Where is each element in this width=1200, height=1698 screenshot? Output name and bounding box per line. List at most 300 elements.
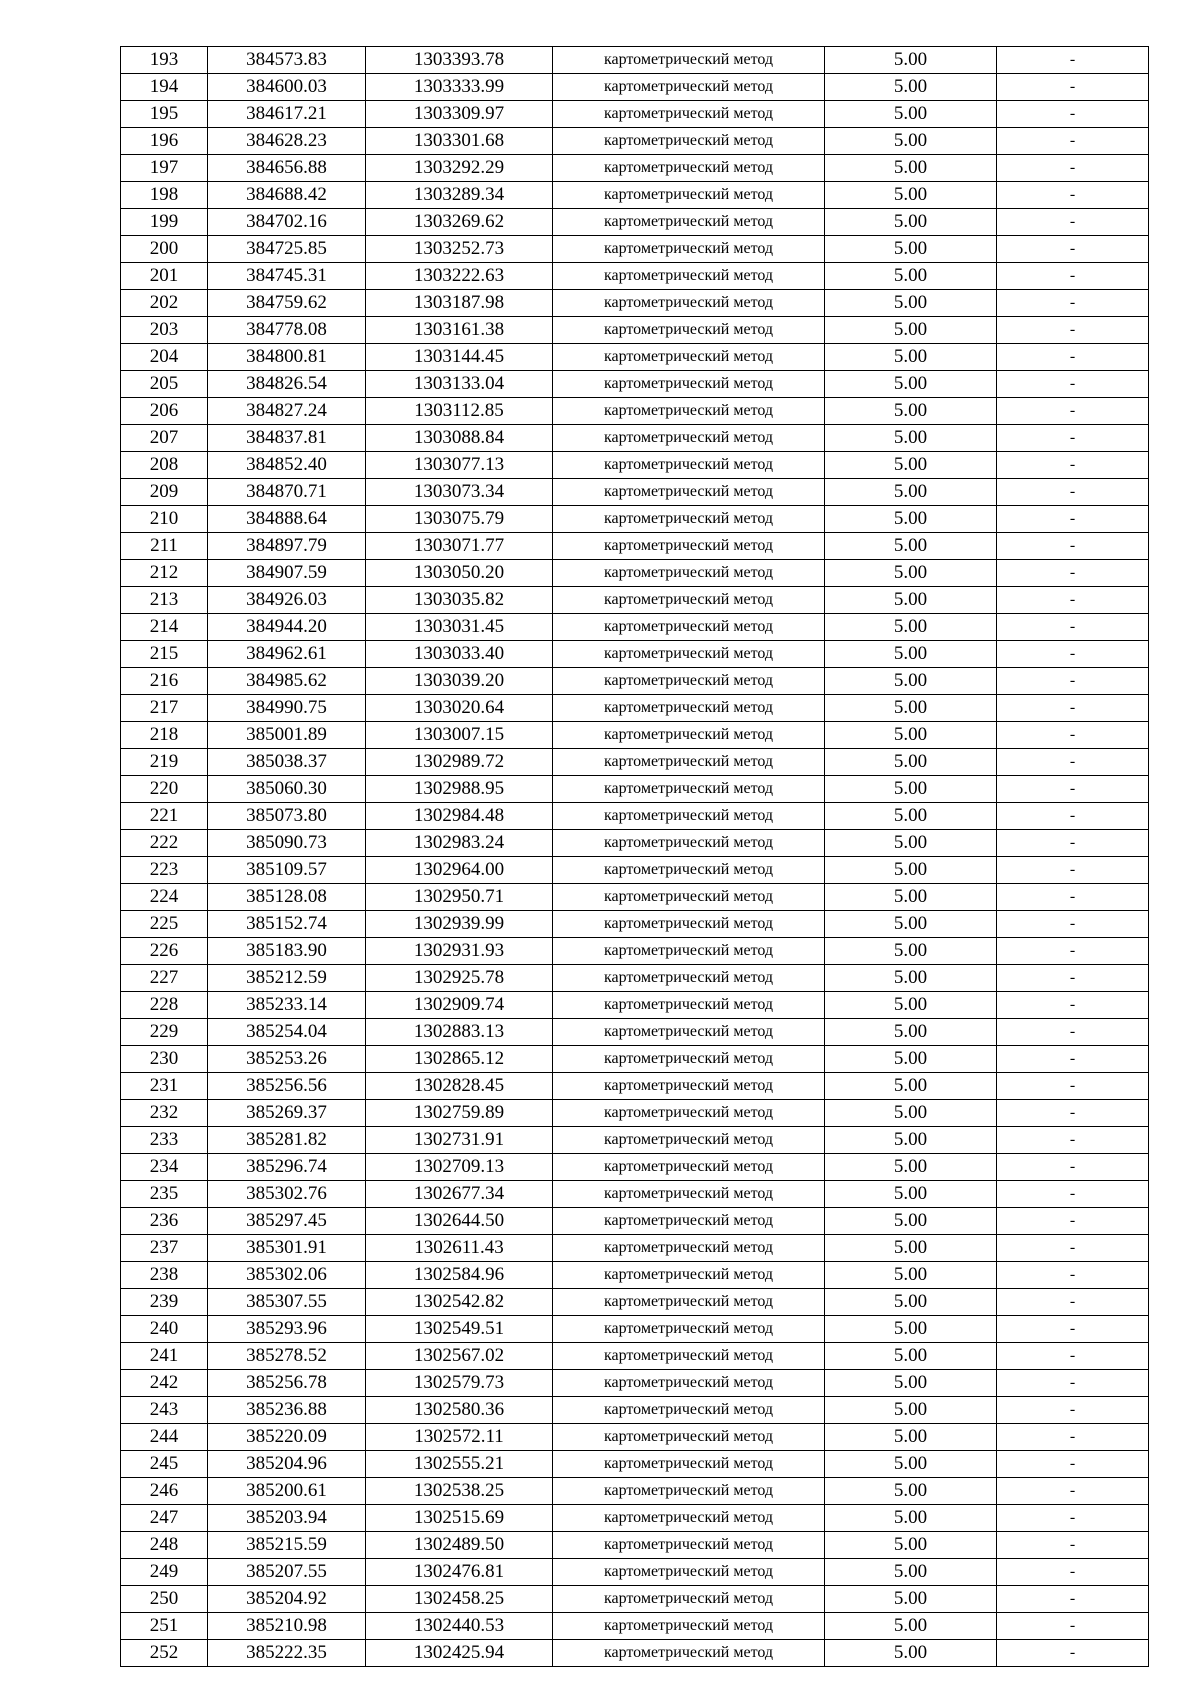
- x-coordinate-cell: 384800.81: [208, 344, 366, 371]
- accuracy-cell: 5.00: [825, 1343, 997, 1370]
- method-cell: картометрический метод: [553, 1127, 825, 1154]
- accuracy-cell: 5.00: [825, 479, 997, 506]
- y-coordinate-cell: 1302759.89: [366, 1100, 553, 1127]
- accuracy-cell: 5.00: [825, 695, 997, 722]
- x-coordinate-cell: 385302.06: [208, 1262, 366, 1289]
- method-cell: картометрический метод: [553, 182, 825, 209]
- point-number-cell: 194: [121, 74, 208, 101]
- y-coordinate-cell: 1303144.45: [366, 344, 553, 371]
- note-cell: -: [997, 1316, 1149, 1343]
- y-coordinate-cell: 1303050.20: [366, 560, 553, 587]
- note-cell: -: [997, 1046, 1149, 1073]
- y-coordinate-cell: 1303333.99: [366, 74, 553, 101]
- table-row: [121, 1640, 1149, 1667]
- y-coordinate-cell: 1302611.43: [366, 1235, 553, 1262]
- x-coordinate-cell: 384985.62: [208, 668, 366, 695]
- table-row: [121, 1127, 1149, 1154]
- accuracy-cell: 5.00: [825, 1262, 997, 1289]
- point-number-cell: 195: [121, 101, 208, 128]
- point-number-cell: 243: [121, 1397, 208, 1424]
- point-number-cell: 223: [121, 857, 208, 884]
- point-number-cell: 248: [121, 1532, 208, 1559]
- y-coordinate-cell: 1302909.74: [366, 992, 553, 1019]
- method-cell: картометрический метод: [553, 1451, 825, 1478]
- note-cell: -: [997, 1559, 1149, 1586]
- note-cell: -: [997, 1505, 1149, 1532]
- note-cell: -: [997, 992, 1149, 1019]
- x-coordinate-cell: 385254.04: [208, 1019, 366, 1046]
- accuracy-cell: 5.00: [825, 1586, 997, 1613]
- accuracy-cell: 5.00: [825, 1100, 997, 1127]
- method-cell: картометрический метод: [553, 830, 825, 857]
- accuracy-cell: 5.00: [825, 587, 997, 614]
- method-cell: картометрический метод: [553, 371, 825, 398]
- table-row: [121, 344, 1149, 371]
- y-coordinate-cell: 1302567.02: [366, 1343, 553, 1370]
- point-number-cell: 205: [121, 371, 208, 398]
- y-coordinate-cell: 1303269.62: [366, 209, 553, 236]
- table-row: [121, 128, 1149, 155]
- accuracy-cell: 5.00: [825, 1208, 997, 1235]
- note-cell: -: [997, 1208, 1149, 1235]
- x-coordinate-cell: 384944.20: [208, 614, 366, 641]
- point-number-cell: 211: [121, 533, 208, 560]
- accuracy-cell: 5.00: [825, 1505, 997, 1532]
- accuracy-cell: 5.00: [825, 101, 997, 128]
- x-coordinate-cell: 384628.23: [208, 128, 366, 155]
- table-row: [121, 425, 1149, 452]
- accuracy-cell: 5.00: [825, 668, 997, 695]
- point-number-cell: 239: [121, 1289, 208, 1316]
- x-coordinate-cell: 384926.03: [208, 587, 366, 614]
- x-coordinate-cell: 385200.61: [208, 1478, 366, 1505]
- note-cell: -: [997, 641, 1149, 668]
- y-coordinate-cell: 1302489.50: [366, 1532, 553, 1559]
- accuracy-cell: 5.00: [825, 1532, 997, 1559]
- method-cell: картометрический метод: [553, 1478, 825, 1505]
- method-cell: картометрический метод: [553, 1613, 825, 1640]
- point-number-cell: 227: [121, 965, 208, 992]
- method-cell: картометрический метод: [553, 1154, 825, 1181]
- x-coordinate-cell: 384745.31: [208, 263, 366, 290]
- method-cell: картометрический метод: [553, 506, 825, 533]
- table-row: [121, 452, 1149, 479]
- x-coordinate-cell: 385073.80: [208, 803, 366, 830]
- point-number-cell: 250: [121, 1586, 208, 1613]
- method-cell: картометрический метод: [553, 1181, 825, 1208]
- y-coordinate-cell: 1302883.13: [366, 1019, 553, 1046]
- x-coordinate-cell: 385302.76: [208, 1181, 366, 1208]
- method-cell: картометрический метод: [553, 398, 825, 425]
- note-cell: -: [997, 1262, 1149, 1289]
- y-coordinate-cell: 1303077.13: [366, 452, 553, 479]
- note-cell: -: [997, 344, 1149, 371]
- accuracy-cell: 5.00: [825, 1424, 997, 1451]
- accuracy-cell: 5.00: [825, 290, 997, 317]
- point-number-cell: 234: [121, 1154, 208, 1181]
- method-cell: картометрический метод: [553, 1208, 825, 1235]
- accuracy-cell: 5.00: [825, 857, 997, 884]
- method-cell: картометрический метод: [553, 722, 825, 749]
- note-cell: -: [997, 1289, 1149, 1316]
- y-coordinate-cell: 1303073.34: [366, 479, 553, 506]
- table-row: [121, 1586, 1149, 1613]
- table-row: [121, 749, 1149, 776]
- method-cell: картометрический метод: [553, 1370, 825, 1397]
- point-number-cell: 226: [121, 938, 208, 965]
- point-number-cell: 203: [121, 317, 208, 344]
- table-row: [121, 533, 1149, 560]
- accuracy-cell: 5.00: [825, 452, 997, 479]
- method-cell: картометрический метод: [553, 1640, 825, 1667]
- table-row: [121, 1262, 1149, 1289]
- method-cell: картометрический метод: [553, 533, 825, 560]
- x-coordinate-cell: 385293.96: [208, 1316, 366, 1343]
- note-cell: -: [997, 1127, 1149, 1154]
- note-cell: -: [997, 155, 1149, 182]
- point-number-cell: 197: [121, 155, 208, 182]
- accuracy-cell: 5.00: [825, 263, 997, 290]
- y-coordinate-cell: 1303252.73: [366, 236, 553, 263]
- x-coordinate-cell: 385207.55: [208, 1559, 366, 1586]
- point-number-cell: 209: [121, 479, 208, 506]
- y-coordinate-cell: 1302549.51: [366, 1316, 553, 1343]
- y-coordinate-cell: 1302476.81: [366, 1559, 553, 1586]
- note-cell: -: [997, 209, 1149, 236]
- table-row: [121, 479, 1149, 506]
- table-row: [121, 695, 1149, 722]
- point-number-cell: 207: [121, 425, 208, 452]
- accuracy-cell: 5.00: [825, 749, 997, 776]
- accuracy-cell: 5.00: [825, 803, 997, 830]
- table-row: [121, 155, 1149, 182]
- table-row: [121, 1154, 1149, 1181]
- note-cell: -: [997, 506, 1149, 533]
- method-cell: картометрический метод: [553, 344, 825, 371]
- x-coordinate-cell: 385296.74: [208, 1154, 366, 1181]
- accuracy-cell: 5.00: [825, 317, 997, 344]
- method-cell: картометрический метод: [553, 155, 825, 182]
- note-cell: -: [997, 1424, 1149, 1451]
- y-coordinate-cell: 1302584.96: [366, 1262, 553, 1289]
- point-number-cell: 221: [121, 803, 208, 830]
- x-coordinate-cell: 385038.37: [208, 749, 366, 776]
- x-coordinate-cell: 384573.83: [208, 47, 366, 74]
- x-coordinate-cell: 385256.56: [208, 1073, 366, 1100]
- note-cell: -: [997, 1073, 1149, 1100]
- note-cell: -: [997, 911, 1149, 938]
- x-coordinate-cell: 385253.26: [208, 1046, 366, 1073]
- point-number-cell: 217: [121, 695, 208, 722]
- table-row: [121, 1343, 1149, 1370]
- x-coordinate-cell: 384827.24: [208, 398, 366, 425]
- point-number-cell: 233: [121, 1127, 208, 1154]
- note-cell: -: [997, 776, 1149, 803]
- table-row: [121, 47, 1149, 74]
- note-cell: -: [997, 695, 1149, 722]
- note-cell: -: [997, 1343, 1149, 1370]
- method-cell: картометрический метод: [553, 1289, 825, 1316]
- note-cell: -: [997, 857, 1149, 884]
- y-coordinate-cell: 1302644.50: [366, 1208, 553, 1235]
- table-row: [121, 1532, 1149, 1559]
- x-coordinate-cell: 385222.35: [208, 1640, 366, 1667]
- table-row: [121, 263, 1149, 290]
- x-coordinate-cell: 384907.59: [208, 560, 366, 587]
- table-row: [121, 371, 1149, 398]
- table-body: [121, 47, 1149, 1667]
- table-row: [121, 830, 1149, 857]
- accuracy-cell: 5.00: [825, 965, 997, 992]
- x-coordinate-cell: 385210.98: [208, 1613, 366, 1640]
- note-cell: -: [997, 1154, 1149, 1181]
- method-cell: картометрический метод: [553, 857, 825, 884]
- accuracy-cell: 5.00: [825, 992, 997, 1019]
- point-number-cell: 236: [121, 1208, 208, 1235]
- table-row: [121, 1505, 1149, 1532]
- y-coordinate-cell: 1302542.82: [366, 1289, 553, 1316]
- method-cell: картометрический метод: [553, 209, 825, 236]
- table-row: [121, 1370, 1149, 1397]
- point-number-cell: 213: [121, 587, 208, 614]
- accuracy-cell: 5.00: [825, 128, 997, 155]
- table-row: [121, 1046, 1149, 1073]
- x-coordinate-cell: 384888.64: [208, 506, 366, 533]
- point-number-cell: 215: [121, 641, 208, 668]
- note-cell: -: [997, 803, 1149, 830]
- note-cell: -: [997, 371, 1149, 398]
- accuracy-cell: 5.00: [825, 776, 997, 803]
- point-number-cell: 222: [121, 830, 208, 857]
- method-cell: картометрический метод: [553, 1424, 825, 1451]
- point-number-cell: 218: [121, 722, 208, 749]
- accuracy-cell: 5.00: [825, 722, 997, 749]
- x-coordinate-cell: 385204.92: [208, 1586, 366, 1613]
- y-coordinate-cell: 1303222.63: [366, 263, 553, 290]
- note-cell: -: [997, 74, 1149, 101]
- method-cell: картометрический метод: [553, 101, 825, 128]
- method-cell: картометрический метод: [553, 74, 825, 101]
- y-coordinate-cell: 1302677.34: [366, 1181, 553, 1208]
- table-row: [121, 290, 1149, 317]
- point-number-cell: 212: [121, 560, 208, 587]
- table-row: [121, 857, 1149, 884]
- y-coordinate-cell: 1303112.85: [366, 398, 553, 425]
- x-coordinate-cell: 385212.59: [208, 965, 366, 992]
- y-coordinate-cell: 1302989.72: [366, 749, 553, 776]
- x-coordinate-cell: 385204.96: [208, 1451, 366, 1478]
- method-cell: картометрический метод: [553, 1505, 825, 1532]
- accuracy-cell: 5.00: [825, 641, 997, 668]
- table-row: [121, 74, 1149, 101]
- note-cell: -: [997, 1478, 1149, 1505]
- accuracy-cell: 5.00: [825, 884, 997, 911]
- note-cell: -: [997, 614, 1149, 641]
- note-cell: -: [997, 722, 1149, 749]
- table-row: [121, 911, 1149, 938]
- table-row: [121, 992, 1149, 1019]
- method-cell: картометрический метод: [553, 236, 825, 263]
- point-number-cell: 230: [121, 1046, 208, 1073]
- note-cell: -: [997, 290, 1149, 317]
- accuracy-cell: 5.00: [825, 560, 997, 587]
- table-row: [121, 1451, 1149, 1478]
- method-cell: картометрический метод: [553, 425, 825, 452]
- x-coordinate-cell: 384759.62: [208, 290, 366, 317]
- note-cell: -: [997, 1370, 1149, 1397]
- y-coordinate-cell: 1302865.12: [366, 1046, 553, 1073]
- table-row: [121, 1100, 1149, 1127]
- x-coordinate-cell: 385109.57: [208, 857, 366, 884]
- table-row: [121, 1559, 1149, 1586]
- y-coordinate-cell: 1303071.77: [366, 533, 553, 560]
- table-row: [121, 317, 1149, 344]
- note-cell: -: [997, 1235, 1149, 1262]
- accuracy-cell: 5.00: [825, 1316, 997, 1343]
- y-coordinate-cell: 1302458.25: [366, 1586, 553, 1613]
- point-number-cell: 246: [121, 1478, 208, 1505]
- note-cell: -: [997, 263, 1149, 290]
- note-cell: -: [997, 425, 1149, 452]
- y-coordinate-cell: 1303075.79: [366, 506, 553, 533]
- y-coordinate-cell: 1303033.40: [366, 641, 553, 668]
- note-cell: -: [997, 1451, 1149, 1478]
- point-number-cell: 198: [121, 182, 208, 209]
- accuracy-cell: 5.00: [825, 1640, 997, 1667]
- method-cell: картометрический метод: [553, 938, 825, 965]
- method-cell: картометрический метод: [553, 452, 825, 479]
- method-cell: картометрический метод: [553, 884, 825, 911]
- accuracy-cell: 5.00: [825, 1559, 997, 1586]
- point-number-cell: 247: [121, 1505, 208, 1532]
- y-coordinate-cell: 1302964.00: [366, 857, 553, 884]
- x-coordinate-cell: 384870.71: [208, 479, 366, 506]
- note-cell: -: [997, 587, 1149, 614]
- point-number-cell: 232: [121, 1100, 208, 1127]
- note-cell: -: [997, 1640, 1149, 1667]
- table-row: [121, 641, 1149, 668]
- y-coordinate-cell: 1302828.45: [366, 1073, 553, 1100]
- method-cell: картометрический метод: [553, 1235, 825, 1262]
- y-coordinate-cell: 1302988.95: [366, 776, 553, 803]
- note-cell: -: [997, 1586, 1149, 1613]
- point-number-cell: 235: [121, 1181, 208, 1208]
- point-number-cell: 216: [121, 668, 208, 695]
- y-coordinate-cell: 1302983.24: [366, 830, 553, 857]
- accuracy-cell: 5.00: [825, 1154, 997, 1181]
- table-row: [121, 722, 1149, 749]
- point-number-cell: 249: [121, 1559, 208, 1586]
- x-coordinate-cell: 384725.85: [208, 236, 366, 263]
- method-cell: картометрический метод: [553, 128, 825, 155]
- accuracy-cell: 5.00: [825, 830, 997, 857]
- note-cell: -: [997, 749, 1149, 776]
- y-coordinate-cell: 1303393.78: [366, 47, 553, 74]
- note-cell: -: [997, 668, 1149, 695]
- method-cell: картометрический метод: [553, 695, 825, 722]
- x-coordinate-cell: 385281.82: [208, 1127, 366, 1154]
- point-number-cell: 242: [121, 1370, 208, 1397]
- point-number-cell: 199: [121, 209, 208, 236]
- note-cell: -: [997, 101, 1149, 128]
- method-cell: картометрический метод: [553, 1532, 825, 1559]
- x-coordinate-cell: 385183.90: [208, 938, 366, 965]
- method-cell: картометрический метод: [553, 479, 825, 506]
- x-coordinate-cell: 385203.94: [208, 1505, 366, 1532]
- table-row: [121, 1613, 1149, 1640]
- table-row: [121, 1235, 1149, 1262]
- point-number-cell: 204: [121, 344, 208, 371]
- table-row: [121, 209, 1149, 236]
- method-cell: картометрический метод: [553, 1262, 825, 1289]
- method-cell: картометрический метод: [553, 1073, 825, 1100]
- x-coordinate-cell: 384826.54: [208, 371, 366, 398]
- x-coordinate-cell: 384837.81: [208, 425, 366, 452]
- method-cell: картометрический метод: [553, 911, 825, 938]
- table-row: [121, 1316, 1149, 1343]
- note-cell: -: [997, 1397, 1149, 1424]
- y-coordinate-cell: 1302515.69: [366, 1505, 553, 1532]
- accuracy-cell: 5.00: [825, 74, 997, 101]
- x-coordinate-cell: 384962.61: [208, 641, 366, 668]
- point-number-cell: 225: [121, 911, 208, 938]
- y-coordinate-cell: 1303161.38: [366, 317, 553, 344]
- table-row: [121, 1289, 1149, 1316]
- note-cell: -: [997, 182, 1149, 209]
- x-coordinate-cell: 384600.03: [208, 74, 366, 101]
- y-coordinate-cell: 1302709.13: [366, 1154, 553, 1181]
- point-number-cell: 241: [121, 1343, 208, 1370]
- method-cell: картометрический метод: [553, 587, 825, 614]
- y-coordinate-cell: 1302579.73: [366, 1370, 553, 1397]
- note-cell: -: [997, 560, 1149, 587]
- x-coordinate-cell: 385236.88: [208, 1397, 366, 1424]
- y-coordinate-cell: 1303133.04: [366, 371, 553, 398]
- table-row: [121, 1181, 1149, 1208]
- method-cell: картометрический метод: [553, 992, 825, 1019]
- table-row: [121, 1073, 1149, 1100]
- table-row: [121, 182, 1149, 209]
- accuracy-cell: 5.00: [825, 398, 997, 425]
- point-number-cell: 214: [121, 614, 208, 641]
- y-coordinate-cell: 1302572.11: [366, 1424, 553, 1451]
- table-row: [121, 560, 1149, 587]
- method-cell: картометрический метод: [553, 290, 825, 317]
- point-number-cell: 206: [121, 398, 208, 425]
- y-coordinate-cell: 1303309.97: [366, 101, 553, 128]
- y-coordinate-cell: 1302984.48: [366, 803, 553, 830]
- table-row: [121, 884, 1149, 911]
- x-coordinate-cell: 384852.40: [208, 452, 366, 479]
- y-coordinate-cell: 1303020.64: [366, 695, 553, 722]
- accuracy-cell: 5.00: [825, 371, 997, 398]
- accuracy-cell: 5.00: [825, 425, 997, 452]
- table-row: [121, 668, 1149, 695]
- table-row: [121, 614, 1149, 641]
- y-coordinate-cell: 1303289.34: [366, 182, 553, 209]
- x-coordinate-cell: 385090.73: [208, 830, 366, 857]
- method-cell: картометрический метод: [553, 614, 825, 641]
- y-coordinate-cell: 1303301.68: [366, 128, 553, 155]
- x-coordinate-cell: 385220.09: [208, 1424, 366, 1451]
- accuracy-cell: 5.00: [825, 1181, 997, 1208]
- point-number-cell: 237: [121, 1235, 208, 1262]
- y-coordinate-cell: 1302440.53: [366, 1613, 553, 1640]
- note-cell: -: [997, 1613, 1149, 1640]
- y-coordinate-cell: 1302931.93: [366, 938, 553, 965]
- method-cell: картометрический метод: [553, 317, 825, 344]
- x-coordinate-cell: 385269.37: [208, 1100, 366, 1127]
